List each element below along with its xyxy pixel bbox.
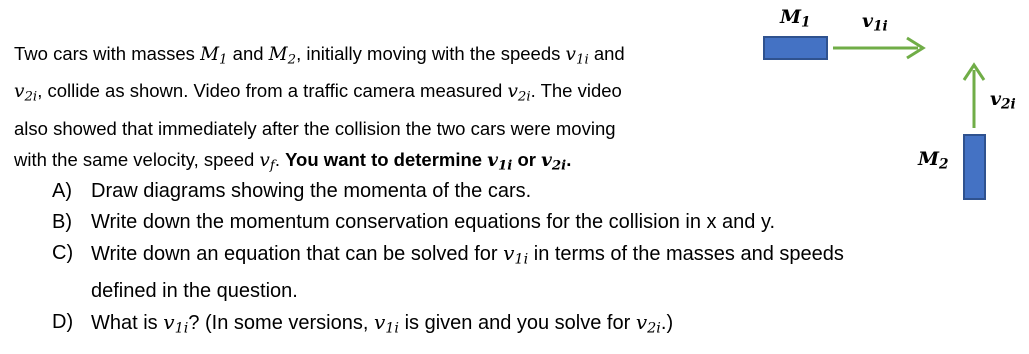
question-c (52, 238, 1012, 307)
statement-line-2 (14, 75, 734, 112)
speed-v1i: $v_{1i}$ (565, 44, 589, 68)
speed-v1i: $v_{1i}$ (163, 309, 189, 337)
text: , initially moving with the speeds (296, 43, 566, 64)
goal-text: You want to determine $v_{1i}$ or $v_{2i}$. (285, 148, 572, 173)
car-m1 (764, 37, 827, 59)
text: . The video (530, 80, 622, 102)
question-letter: D) (52, 310, 74, 333)
question-text: Write down the momentum conservation equations for the collision in x and y. (91, 211, 776, 233)
speed-v1i: $v_{1i}$ (503, 241, 529, 268)
speed-v2i: $v_{2i}$ (541, 149, 567, 173)
question-list (52, 176, 1012, 344)
speed-v2i: $v_{2i}$ (635, 309, 661, 337)
question-text: Write down an equation that can be solved for $v_{1i}$ in terms of the masses and speeds (91, 241, 844, 268)
question-letter: A) (52, 180, 72, 202)
label-v1i: $v_{1i}$ (862, 10, 888, 35)
label-m1: $M_1$ (780, 6, 811, 31)
label-v2i: $v_{2i}$ (990, 88, 1016, 113)
velocity-arrow-v2i-head (964, 65, 984, 80)
text: with the same velocity, speed (14, 148, 260, 170)
question-letter: C) (52, 242, 74, 264)
question-a (52, 176, 1012, 207)
label-m2: $M_2$ (918, 148, 949, 173)
text: , collide as shown. Video from a traffic camera measured (37, 80, 508, 102)
question-b (52, 207, 1012, 238)
mass-m1: $M_1$ (200, 44, 228, 68)
speed-v2i: $v_{2i}$ (507, 81, 531, 105)
text: . (274, 148, 286, 170)
velocity-arrow-v1i-head (907, 38, 923, 58)
text: and (588, 43, 625, 64)
speed-v1i: $v_{1i}$ (373, 309, 400, 337)
speed-v2i: $v_{2i}$ (14, 81, 38, 105)
problem-statement (14, 38, 734, 181)
question-letter: B) (52, 211, 72, 233)
statement-line-3: also showed that immediately after the collision the two cars were moving (14, 117, 616, 139)
question-text: Draw diagrams showing the momenta of the cars. (91, 180, 532, 202)
mass-m2: $M_2$ (268, 44, 297, 68)
question-text-continued: defined in the question. (91, 279, 298, 302)
speed-v1i: $v_{1i}$ (487, 149, 513, 173)
question-d (52, 307, 1012, 345)
speed-vf: $v_f$ (259, 149, 275, 173)
text: Two cars with masses (14, 43, 201, 64)
statement-line-1 (14, 38, 734, 75)
text: and (227, 43, 269, 64)
question-text: What is $v_{1i}$? (In some versions, $v_{1i}$ is given and you solve for $v_{2i}$.) (91, 309, 674, 337)
